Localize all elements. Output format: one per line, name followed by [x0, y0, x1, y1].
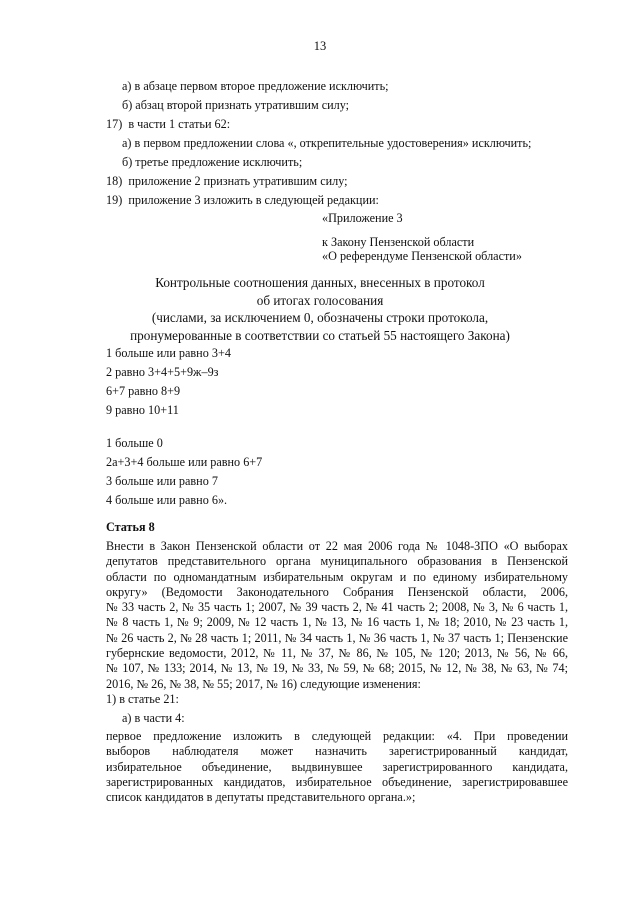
- paragraph-line: депутатов представительного органа муниципального образования в Пензенской: [106, 554, 568, 569]
- item-17-sub-b: б) третье предложение исключить;: [122, 155, 303, 169]
- item-19: [106, 192, 379, 208]
- appendix-title: «Приложение 3: [322, 211, 403, 225]
- appendix-law-line: к Закону Пензенской области: [322, 235, 475, 249]
- relation-item: 6+7 равно 8+9: [106, 384, 181, 398]
- paragraph-line: губернские ведомости, 2012, № 11, № 37, № 86, № 105, № 120; 2013, № 56, № 66,: [106, 646, 568, 661]
- paragraph-line: области по одномандатным избирательным округам и по единому избирательному: [106, 569, 568, 584]
- paragraph-line: № 8 часть 1, № 9; 2009, № 12 часть 1, № 13, № 16 часть 1, № 18; 2010, № 23 часть 1,: [106, 615, 568, 630]
- article-item-1-sub-a: а) в части 4:: [122, 711, 185, 725]
- article-intro-paragraph: [88, 539, 568, 692]
- appendix-law-name: «О референдуме Пензенской области»: [322, 249, 522, 263]
- relation-item: 4 больше или равно 6».: [106, 493, 228, 507]
- amendment-b-line: б) абзац второй признать утратившим силу;: [122, 98, 350, 112]
- relation-item: 3 больше или равно 7: [106, 474, 218, 488]
- replacement-paragraph: [88, 729, 568, 805]
- paragraph-line: первое предложение изложить в следующей редакции: «4. При проведении: [106, 729, 568, 743]
- relation-item: 1 больше или равно 3+4: [106, 346, 231, 360]
- amendment-a-line: а) в абзаце первом второе предложение исключить;: [122, 79, 389, 93]
- item-17-text: в части 1 статьи 62:: [128, 117, 231, 131]
- paragraph-line: № 107, № 133; 2014, № 13, № 19, № 33, № 59, № 68; 2015, № 12, № 38, № 63, № 74;: [106, 661, 568, 676]
- item-19-number: 19): [106, 193, 123, 207]
- page-number: 13: [313, 39, 327, 53]
- paragraph-line: 2016, № 26, № 38, № 55; 2017, № 16) следующие изменения:: [106, 676, 421, 691]
- article-title: Статья 8: [106, 520, 155, 534]
- item-18: [106, 173, 348, 189]
- item-17-sub-a: а) в первом предложении слова «, открепительные удостоверения» исключить;: [122, 136, 532, 150]
- paragraph-line: Внести в Закон Пензенской области от 22 мая 2006 года № 1048-ЗПО «О выборах: [106, 539, 568, 553]
- item-17-number: 17): [106, 117, 123, 131]
- paragraph-line: зарегистрированных кандидатов, избирательное объединение, зарегистрировавшее: [106, 774, 568, 789]
- paragraph-line: № 26 часть 2, № 28 часть 1; 2011, № 34 часть 1, № 36 часть 1, № 37 часть 1; Пензенские: [106, 630, 568, 645]
- paragraph-line: избирательное объединение, выдвинувшее зарегистрированного кандидата,: [106, 759, 568, 774]
- relation-item: 9 равно 10+11: [106, 403, 179, 417]
- relation-item: 1 больше 0: [106, 436, 163, 450]
- paragraph-line: округу» (Ведомости Законодательного Собрания Пензенской области, 2006,: [106, 584, 568, 599]
- section-heading: [80, 274, 560, 344]
- heading-line: Контрольные соотношения данных, внесенных в протокол: [155, 275, 485, 290]
- item-19-text: приложение 3 изложить в следующей редакции:: [128, 193, 379, 207]
- item-18-number: 18): [106, 174, 123, 188]
- item-18-text: приложение 2 признать утратившим силу;: [128, 174, 348, 188]
- heading-line: об итогах голосования: [256, 292, 384, 308]
- relation-item: 2а+3+4 больше или равно 6+7: [106, 455, 263, 469]
- item-17: [106, 116, 230, 132]
- paragraph-line: список кандидатов в депутаты представительного органа.»;: [106, 790, 416, 805]
- paragraph-line: № 33 часть 2, № 35 часть 1; 2007, № 39 часть 2, № 41 часть 2; 2008, № 3, № 6 часть 1,: [106, 600, 568, 615]
- heading-line: (числами, за исключением 0, обозначены строки протокола,: [151, 310, 489, 325]
- heading-line: пронумерованные в соответствии со статьей 55 настоящего Закона): [130, 327, 510, 343]
- relation-item: 2 равно 3+4+5+9ж–9з: [106, 365, 219, 379]
- paragraph-line: выборов наблюдателя может назначить зарегистрированный кандидат,: [106, 744, 568, 759]
- article-item-1: 1) в статье 21:: [106, 692, 179, 706]
